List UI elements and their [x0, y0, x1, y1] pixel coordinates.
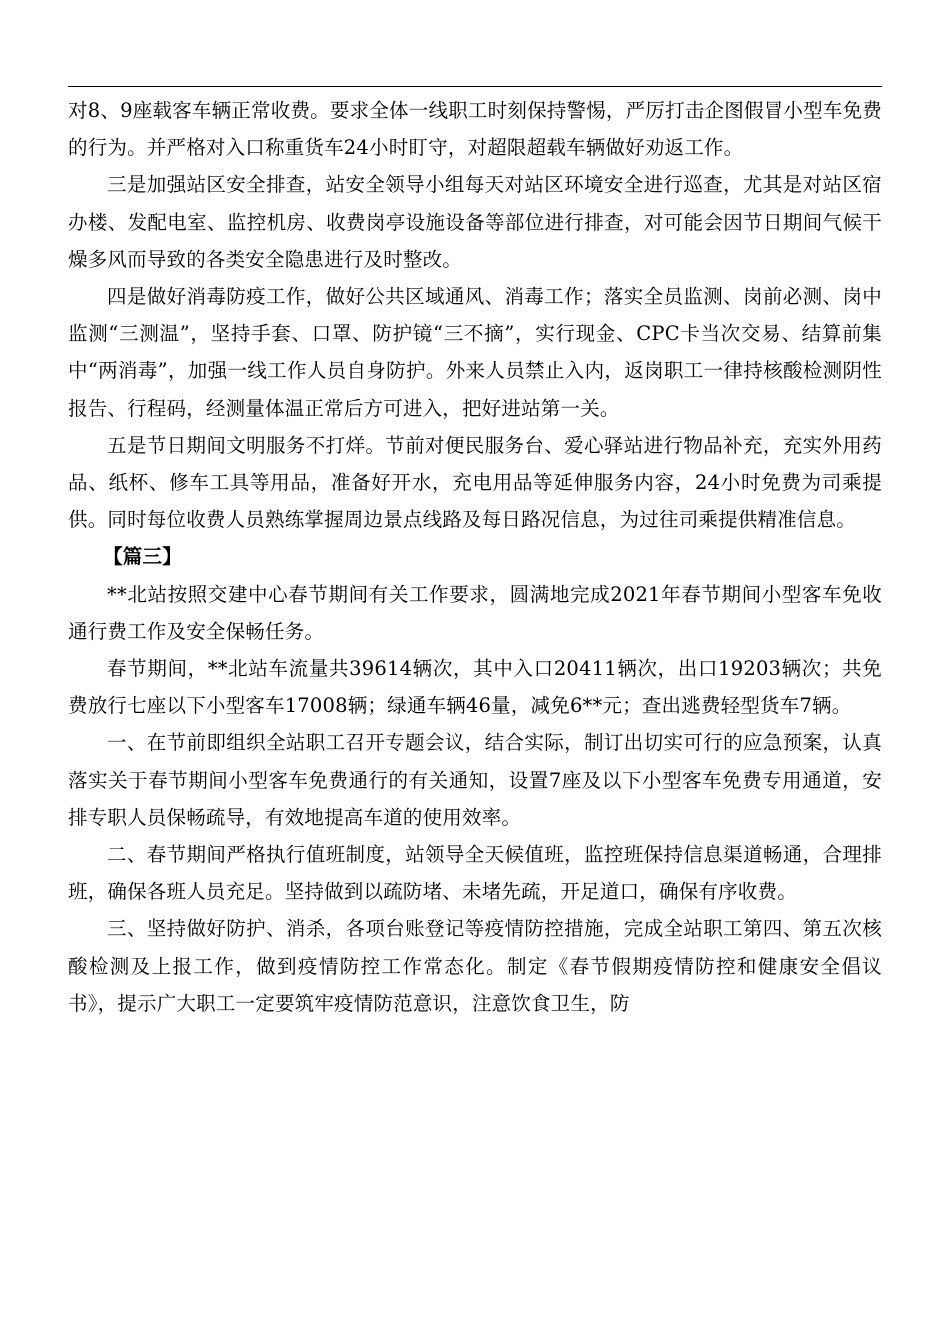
paragraph-epidemic-prevention: 四是做好消毒防疫工作，做好公共区域通风、消毒工作；落实全员监测、岗前必测、岗中监测“三测温”，坚持手套、口罩、防护镜“三不摘”，实行现金、CPC卡当次交易、结算前集中“两消毒”，加强一线工作人员自身防护。外来人员禁止入内，返岗职工一律持核酸检测阴性报告、行程码，经测量体温正常后方可进入，把好进站第一关。: [68, 285, 882, 420]
section-heading: 【篇三】: [103, 545, 182, 569]
document-body: [68, 92, 882, 1022]
paragraph-continuation: 对8、9座载客车辆正常收费。要求全体一线职工时刻保持警惕，严厉打击企图假冒小型车免费的行为。并严格对入口称重货车24小时盯守，对超限超载车辆做好劝返工作。: [68, 99, 882, 160]
paragraph-civil-service: 五是节日期间文明服务不打烊。节前对便民服务台、爱心驿站进行物品补充，充实外用药品、纸杯、修车工具等用品，准备好开水，充电用品等延伸服务内容，24小时免费为司乘提供。同时每位收费人员熟练掌握周边景点线路及每日路况信息，为过往司乘提供精准信息。: [68, 433, 882, 532]
header-rule: [68, 86, 882, 87]
paragraph-intro: **北站按照交建中心春节期间有关工作要求，圆满地完成2021年春节期间小型客车免收通行费工作及安全保畅任务。: [68, 582, 882, 643]
paragraph-item-two: 二、春节期间严格执行值班制度，站领导全天候值班，监控班保持信息渠道畅通，合理排班，确保各班人员充足。坚持做到以疏防堵、未堵先疏，开足道口，确保有序收费。: [68, 843, 882, 904]
paragraph-item-one: 一、在节前即组织全站职工召开专题会议，结合实际，制订出切实可行的应急预案，认真落实关于春节期间小型客车免费通行的有关通知，设置7座及以下小型客车免费专用通道，安排专职人员保畅疏导，有效地提高车道的使用效率。: [68, 731, 882, 829]
paragraph-traffic-stats: 春节期间，**北站车流量共39614辆次，其中入口20411辆次，出口19203辆次；共免费放行七座以下小型客车17008辆；绿通车辆46量，减免6**元；查出逃费轻型货车7辆。: [68, 657, 882, 718]
paragraph-item-three: 三、坚持做好防护、消杀，各项台账登记等疫情防控措施，完成全站职工第四、第五次核酸检测及上报工作，做到疫情防控工作常态化。制定《春节假期疫情防控和健康安全倡议书》，提示广大职工一定要筑牢疫情防范意识，注意饮食卫生，防: [68, 917, 882, 1015]
paragraph-safety-inspection: 三是加强站区安全排查，站安全领导小组每天对站区环境安全进行巡查，尤其是对站区宿办楼、发配电室、监控机房、收费岗亭设施设备等部位进行排查，对可能会因节日期间气候干燥多风而导致的各类安全隐患进行及时整改。: [68, 173, 882, 271]
